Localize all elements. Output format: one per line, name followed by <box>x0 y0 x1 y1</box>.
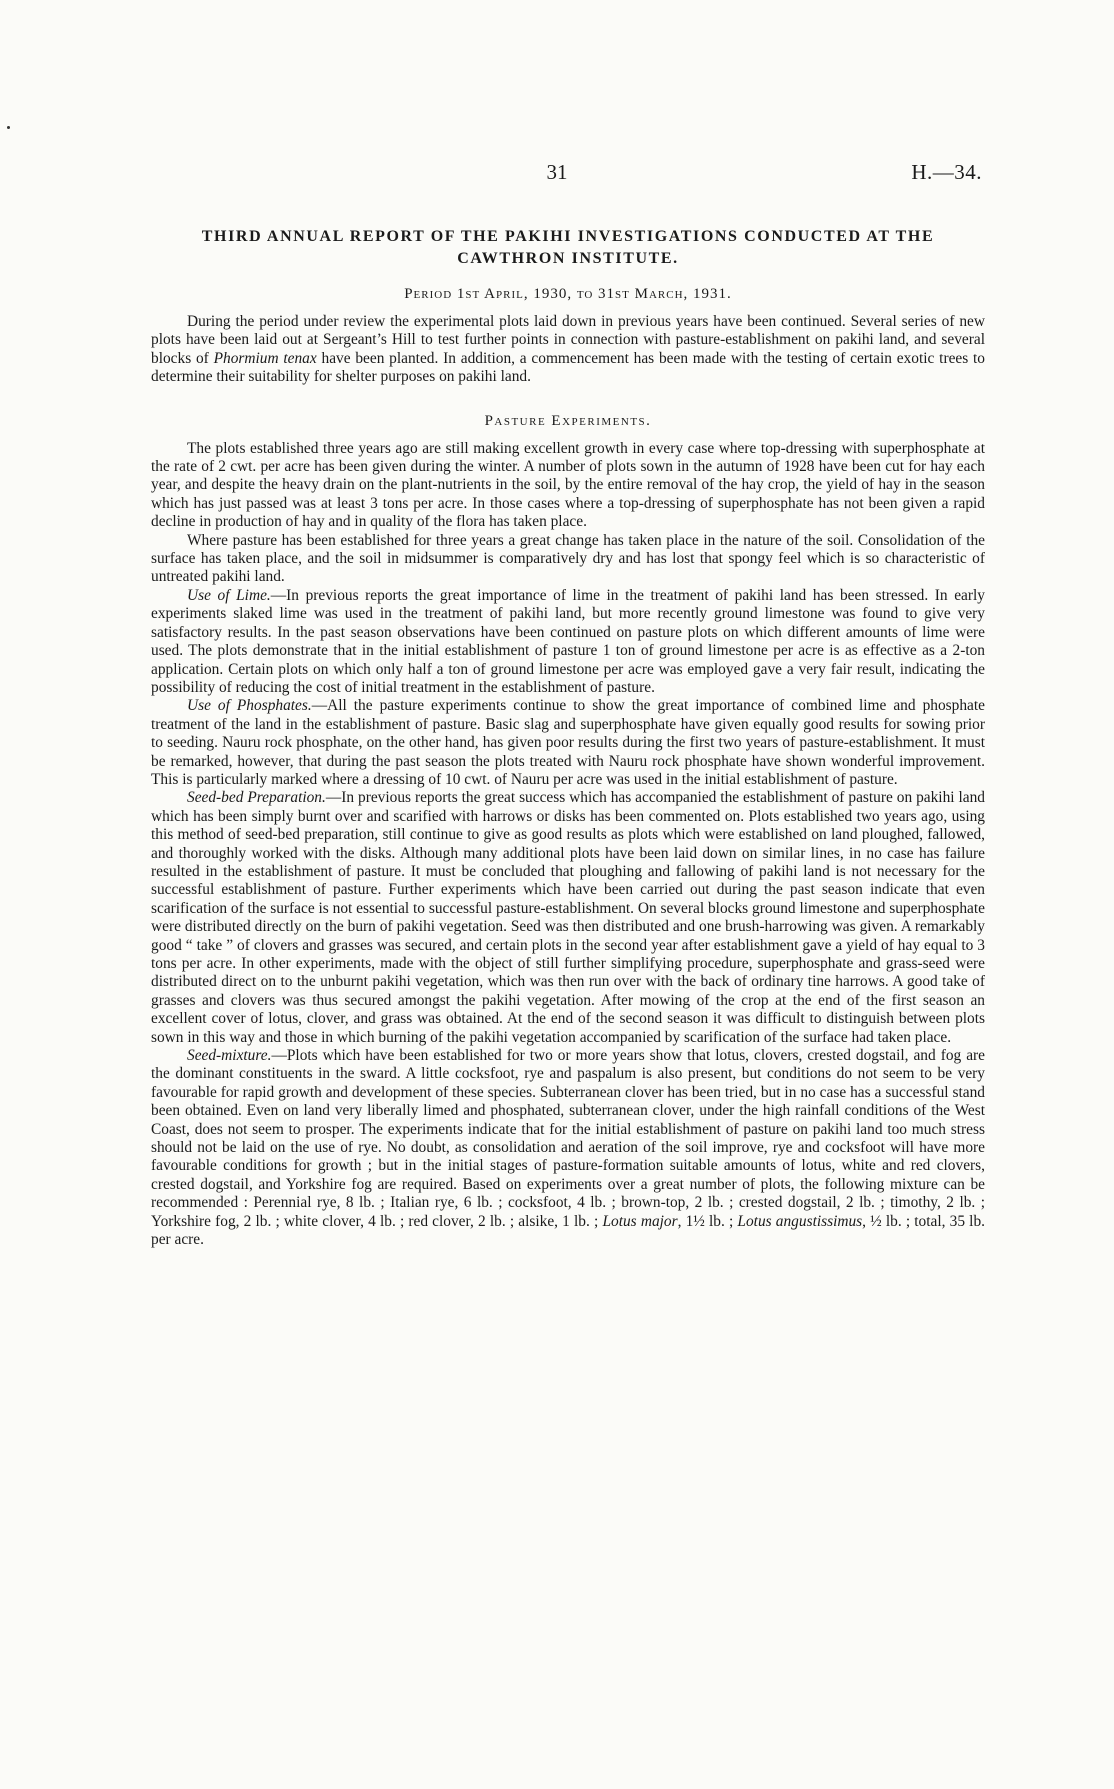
intro-paragraph <box>151 313 985 387</box>
intro-text-part-2: have been planted. In addition, a commencement has been made with the testing of certain exotic trees to determine their suitability for shelter purposes on pakihi land. <box>151 349 985 386</box>
page-number: 31 <box>546 160 568 184</box>
phosphates-heading: Use of Phosphates. <box>187 697 312 715</box>
intro-text-part-1: During the period under review the experimental plots laid down in previous years have been continued. Several series of new plots have been laid out at Sergeant’s Hill to test further points in connection with pasture-establishment on pakihi land, and several blocks of <box>151 313 985 367</box>
phosphates-text: —All the pasture experiments continue to show the great importance of combined lime and phosphate treatment of the land in the establishment of pasture. Basic slag and superphosphate have given equally good results for sowing prior to seeding. Nauru rock phosphate, on the other hand, has given poor results during the first two years of pasture-establishment. It must be remarked, however, that during the past season the plots treated with Nauru rock phosphate have shown wonderful improvement. This is particularly marked where a dressing of 10 cwt. of Nauru per acre was used in the initial establishment of pasture. <box>151 697 985 788</box>
paragraph-seed-mixture <box>151 1047 985 1249</box>
report-period: Period 1st April, 1930, to 31st March, 1931. <box>404 286 732 302</box>
seed-mixture-heading: Seed-mixture. <box>187 1047 272 1065</box>
lime-heading: Use of Lime. <box>187 586 271 604</box>
report-body <box>151 226 985 1250</box>
intro-italic-species: Phormium tenax <box>213 349 317 367</box>
seed-mixture-text-3: , ½ lb. ; total, 35 lb. per acre. <box>151 1212 986 1249</box>
paragraph-use-of-phosphates <box>151 697 985 789</box>
paragraph-plots: The plots established three years ago are still making excellent growth in every case where top-dressing with superphosphate at the rate of 2 cwt. per acre has been given during the winter. A number of plots sown in the autumn of 1928 have been cut for hay each year, and despite the heavy drain on the plant-nutrients in the soil, by the entire removal of the hay crop, the yield of hay in the season which has just passed was at least 3 tons per acre. In those cases where a top-dressing of superphosphate has not been given a rapid decline in production of hay and in quality of the flora has taken place. <box>151 439 985 531</box>
document-reference: H.—34. <box>911 160 982 184</box>
lotus-major: Lotus major <box>602 1212 678 1230</box>
seed-mixture-text-2: , 1½ lb. ; <box>677 1212 738 1230</box>
scan-speck <box>7 126 10 129</box>
seed-mixture-text: —Plots which have been established for two or more years show that lotus, clovers, crested dogstail, and fog are the dominant constituents in the sward. A little cocksfoot, rye and paspalum is also present, but conditions do not seem to be very favourable for rapid growth and development of these species. Subterranean clover has been tried, but in no case has a successful stand been obtained. Even on land very liberally limed and phosphated, subterranean clover, under the high rainfall conditions of the West Coast, does not seem to prosper. The experiments indicate that for the initial establishment of pasture on pakihi land too much stress should not be laid on the use of rye. No doubt, as consolidation and aeration of the soil improve, rye and cocksfoot will have more favourable conditions for growth ; but in the initial stages of pasture-formation suitable amounts of lotus, white and red clovers, crested dogstail, and Yorkshire fog are required. Based on experiments over a great number of plots, the following mixture can be recommended : Perennial rye, 8 lb. ; Italian rye, 6 lb. ; cocksfoot, 4 lb. ; brown-top, 2 lb. ; crested dogstail, 2 lb. ; timothy, 2 lb. ; Yorkshire fog, 2 lb. ; white clover, 4 lb. ; red clover, 2 lb. ; alsike, 1 lb. ; <box>151 1047 985 1230</box>
seed-bed-text: —In previous reports the great success which has accompanied the establishment of pasture on pakihi land which has been simply burnt over and scarified with harrows or disks has been commented on. Plots established two years ago, using this method of seed-bed preparation, still continue to give as good results as plots which were established on land ploughed, fallowed, and thoroughly worked with the disks. Although many additional plots have been laid down on similar lines, in no case has failure resulted in the establishment of pasture. It must be concluded that ploughing and fallowing of pakihi land is not necessary for the successful establishment of pasture. Further experiments which have been carried out during the past season indicate that even scarification of the surface is not essential to successful pasture-establishment. On several blocks ground limestone and superphosphate were distributed directly on the burn of pakihi vegetation. Seed was then distributed and one brush-harrowing was given. A remarkably good “ take ” of clovers and grasses was secured, and certain plots in the second year after establishment gave a yield of hay equal to 3 tons per acre. In other experiments, made with the object of still further simplifying procedure, superphosphate and grass-seed were distributed direct on to the unburnt pakihi vegetation, which was then run over with the back of ordinary tine harrows. A good take of grasses and clovers was thus secured amongst the pakihi vegetation. After mowing of the crop at the end of the first season an excellent cover of lotus, clover, and grass was obtained. At the end of the second season it was difficult to distinguish between plots sown in this way and those in which burning of the pakihi vegetation accompanied by scarification of the surface had taken place. <box>151 789 985 1046</box>
lime-text: —In previous reports the great importance of lime in the treatment of pakihi land has been stressed. In early experiments slaked lime was used in the treatment of pakihi land, but more recently ground limestone was found to give very satisfactory results. In the past season observations have been continued on pasture plots on which different amounts of lime were used. The plots demonstrate that in the initial establishment of pasture 1 ton of ground limestone per acre is as effective as a 2-ton application. Certain plots on which only half a ton of ground limestone per acre was employed gave a very fair result, indicating the possibility of reducing the cost of initial treatment in the establishment of pasture. <box>151 586 985 696</box>
section-heading: Pasture Experiments. <box>484 412 652 429</box>
lotus-angustissimus: Lotus angustissimus <box>737 1212 863 1230</box>
paragraph-soil-change: Where pasture has been established for three years a great change has taken place in the nature of the soil. Consolidation of the surface has taken place, and the soil in midsummer is comparatively dry and has lost that spongy feel which is so characteristic of untreated pakihi land. <box>151 531 985 586</box>
seed-bed-heading: Seed-bed Preparation. <box>187 789 326 807</box>
paragraph-use-of-lime <box>151 587 985 697</box>
report-title: THIRD ANNUAL REPORT OF THE PAKIHI INVESTIGATIONS CONDUCTED AT THE CAWTHRON INSTITUTE. <box>201 228 935 267</box>
paragraph-seed-bed <box>151 789 985 1047</box>
